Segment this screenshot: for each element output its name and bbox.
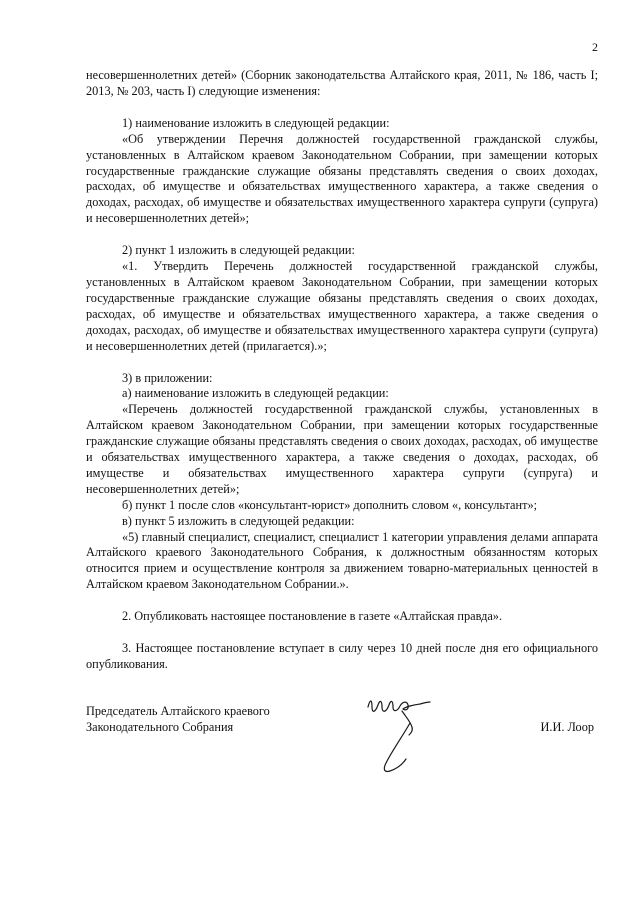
signatory-title-line2: Законодательного Собрания — [86, 720, 234, 734]
paragraph-sub-c-text: «5) главный специалист, специалист, специалист 1 категории управления делами аппарата Алтайского краевого Законодательного Собрания, к должностным обязанностям которых относится прием и осуществление контроля за движением товарно-материальных ценностей в Алтайском краевом Законодательном Собрании.». — [86, 529, 598, 592]
spacer — [86, 625, 598, 641]
signature-block — [86, 703, 598, 793]
paragraph-effective: 3. Настоящее постановление вступает в силу через 10 дней после дня его официального опубликования. — [86, 641, 598, 671]
paragraph-item-1: 1) наименование изложить в следующей редакции: — [122, 115, 390, 130]
handwritten-signature — [362, 693, 442, 777]
signatory-name: И.И. Лоор — [540, 720, 594, 734]
paragraph-item-2: 2) пункт 1 изложить в следующей редакции: — [122, 243, 355, 258]
paragraph-item-2-text: «1. Утвердить Перечень должностей государственной гражданской службы, установленных в Алтайском краевом Законодательном Собрании, при замещении которых государственные гражданские служащие обязаны представлять сведения о своих доходах, расходах, об имуществе и обязательствах имущественного характера, а также сведения о доходах, расходах, об имуществе и обязательствах имущественного характера супруги (супруга) и несовершеннолетних детей (прилагается).»; — [86, 259, 598, 353]
paragraph-sub-b: б) пункт 1 после слов «консультант-юрист» дополнить словом «, консультант»; — [122, 497, 538, 512]
paragraph-item-1-text: «Об утверждении Перечня должностей государственной гражданской службы, установленных в Алтайском краевом Законодательном Собрании, при замещении которых государственные гражданские служащие обязаны представлять сведения о своих доходах, расходах, об имуществе и обязательствах имущественного характера, а также сведения о доходах, расходах, об имуществе и обязательствах имущественного характера супруги (супруга) и несовершеннолетних детей»; — [86, 131, 598, 226]
spacer — [86, 593, 598, 609]
paragraph-item-3: 3) в приложении: — [122, 370, 213, 385]
document-body — [86, 68, 598, 673]
spacer — [86, 227, 598, 243]
signatory-title-line1: Председатель Алтайского краевого — [86, 704, 270, 718]
spacer — [86, 355, 598, 371]
spacer — [86, 100, 598, 116]
signatory-title — [86, 703, 270, 735]
paragraph-sub-c: в) пункт 5 изложить в следующей редакции: — [122, 513, 355, 528]
paragraph-sub-a-text: «Перечень должностей государственной гражданской службы, установленных в Алтайском краевом Законодательном Собрании, при замещении которых государственные гражданские служащие обязаны представлять сведения о своих доходах, расходах, об имуществе и обязательствах имущественного характера, а также сведения о доходах, расходах, об имуществе и обязательствах имущественного характера супруги (супруга) и несовершеннолетних детей»; — [86, 402, 598, 496]
page-number: 2 — [592, 40, 598, 54]
paragraph-publish: 2. Опубликовать настоящее постановление в газете «Алтайская правда». — [122, 609, 503, 624]
paragraph-intro: несовершеннолетних детей» (Сборник законодательства Алтайского края, 2011, № 186, часть I; 2013, № 203, часть I) следующие изменения: — [86, 68, 598, 98]
paragraph-sub-a: а) наименование изложить в следующей редакции: — [122, 386, 389, 401]
